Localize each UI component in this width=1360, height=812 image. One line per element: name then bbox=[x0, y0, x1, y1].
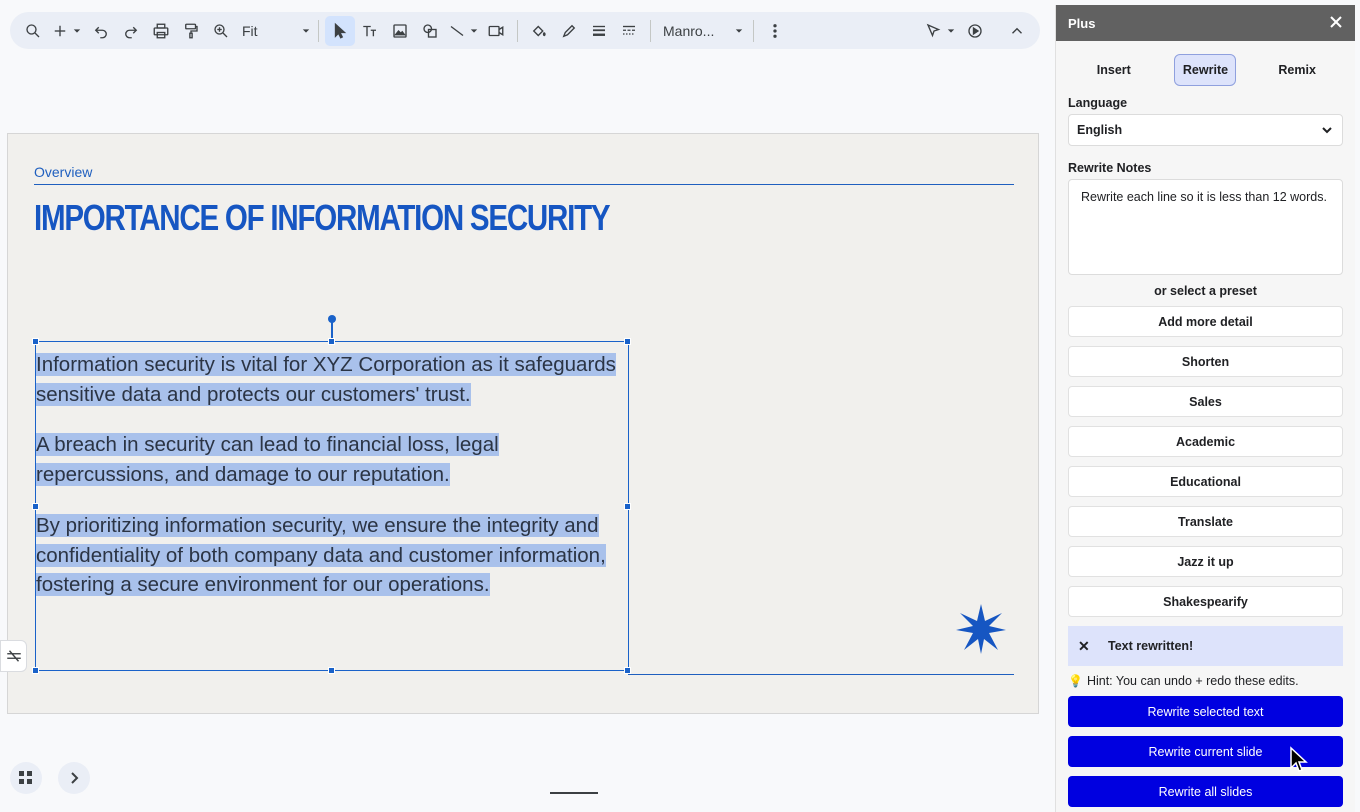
undo-icon[interactable] bbox=[86, 16, 116, 46]
resize-handle[interactable] bbox=[624, 338, 631, 345]
rotation-handle[interactable] bbox=[328, 315, 336, 323]
rewrite-notes-input[interactable]: Rewrite each line so it is less than 12 words. bbox=[1068, 179, 1343, 275]
selected-text: By prioritizing information security, we ensure the integrity and confidentiality of both company data and customer information, fostering a secure environment for our operations. bbox=[36, 513, 606, 597]
close-icon[interactable] bbox=[1329, 15, 1343, 32]
slide-divider bbox=[628, 674, 1014, 675]
resize-handle[interactable] bbox=[328, 667, 335, 674]
language-value: English bbox=[1077, 123, 1123, 137]
slide-canvas[interactable] bbox=[7, 133, 1039, 714]
border-color-icon[interactable] bbox=[554, 16, 584, 46]
zoom-select[interactable] bbox=[236, 16, 312, 46]
grid-view-icon[interactable] bbox=[10, 762, 42, 794]
font-select[interactable] bbox=[657, 16, 747, 46]
redo-icon[interactable] bbox=[116, 16, 146, 46]
line-icon[interactable] bbox=[445, 16, 469, 46]
plus-sidebar bbox=[1055, 5, 1355, 812]
font-value: Manro... bbox=[663, 22, 715, 39]
star-decoration-icon bbox=[956, 604, 1006, 654]
pointer-dropdown-icon[interactable] bbox=[946, 16, 956, 46]
slide-divider bbox=[34, 184, 1014, 185]
resize-handle[interactable] bbox=[32, 338, 39, 345]
border-weight-icon[interactable] bbox=[584, 16, 614, 46]
preset-jazz-button[interactable]: Jazz it up bbox=[1068, 546, 1343, 577]
preset-shorten-button[interactable]: Shorten bbox=[1068, 346, 1343, 377]
line-dropdown-icon[interactable] bbox=[469, 16, 479, 46]
resize-handle[interactable] bbox=[624, 667, 631, 674]
panel-title: Plus bbox=[1068, 15, 1096, 31]
preset-academic-button[interactable]: Academic bbox=[1068, 426, 1343, 457]
resize-handle[interactable] bbox=[32, 667, 39, 674]
paint-format-icon[interactable] bbox=[176, 16, 206, 46]
rewrite-notes-label: Rewrite Notes bbox=[1068, 161, 1152, 175]
rewrite-current-slide-button[interactable]: Rewrite current slide bbox=[1068, 736, 1343, 767]
panel-tabs bbox=[1056, 54, 1355, 86]
border-dash-icon[interactable] bbox=[614, 16, 644, 46]
rewrite-selected-text-button[interactable]: Rewrite selected text bbox=[1068, 696, 1343, 727]
selected-text: Information security is vital for XYZ Corporation as it safeguards sensitive data and protects our customers' trust. bbox=[36, 353, 616, 406]
print-icon[interactable] bbox=[146, 16, 176, 46]
image-icon[interactable] bbox=[385, 16, 415, 46]
more-icon[interactable] bbox=[760, 16, 790, 46]
slide-title[interactable]: IMPORTANCE OF INFORMATION SECURITY bbox=[34, 197, 610, 238]
zoom-value: Fit bbox=[242, 22, 258, 39]
hint-message: Hint: You can undo + redo these edits. bbox=[1086, 674, 1299, 688]
preset-label: or select a preset bbox=[1154, 284, 1257, 298]
selected-textbox[interactable] bbox=[35, 341, 629, 671]
video-icon[interactable] bbox=[481, 16, 511, 46]
selected-text: A breach in security can lead to financial loss, legal repercussions, and damage to our reputation. bbox=[36, 433, 499, 487]
preset-shakespearify-button[interactable]: Shakespearify bbox=[1068, 586, 1343, 617]
preset-educational-button[interactable]: Educational bbox=[1068, 466, 1343, 497]
chevron-down-icon bbox=[1320, 123, 1334, 137]
chevron-right-icon[interactable] bbox=[58, 762, 90, 794]
toast-message: Text rewritten! bbox=[1108, 639, 1194, 653]
toolbar-divider bbox=[318, 20, 319, 42]
search-icon[interactable] bbox=[18, 16, 48, 46]
pointer-icon[interactable] bbox=[922, 16, 946, 46]
resize-handle[interactable] bbox=[328, 338, 335, 345]
status-toast bbox=[1068, 626, 1343, 666]
tab-insert[interactable]: Insert bbox=[1096, 63, 1131, 77]
textbox-icon[interactable] bbox=[355, 16, 385, 46]
chevron-down-icon bbox=[302, 27, 310, 35]
zoom-icon[interactable] bbox=[206, 16, 236, 46]
mouse-pointer-icon bbox=[1289, 746, 1309, 774]
add-icon[interactable] bbox=[48, 16, 72, 46]
paragraph[interactable] bbox=[36, 511, 616, 600]
preset-translate-button[interactable]: Translate bbox=[1068, 506, 1343, 537]
fill-color-icon[interactable] bbox=[524, 16, 554, 46]
resize-handle[interactable] bbox=[624, 503, 631, 510]
language-label: Language bbox=[1068, 96, 1128, 110]
toolbar-divider bbox=[517, 20, 518, 42]
paragraph[interactable] bbox=[36, 430, 616, 489]
hint-text bbox=[1068, 674, 1343, 688]
paragraph[interactable] bbox=[36, 350, 616, 409]
collapse-icon[interactable] bbox=[1002, 16, 1032, 46]
chevron-down-icon bbox=[735, 27, 743, 35]
present-icon[interactable] bbox=[960, 16, 990, 46]
language-select[interactable] bbox=[1068, 114, 1343, 146]
lightbulb-icon: 💡 bbox=[1068, 674, 1083, 688]
main-toolbar bbox=[10, 12, 1040, 49]
select-icon[interactable] bbox=[325, 16, 355, 46]
tab-rewrite[interactable]: Rewrite bbox=[1174, 54, 1236, 86]
panel-header bbox=[1056, 5, 1355, 41]
toolbar-divider bbox=[650, 20, 651, 42]
textbox-body[interactable] bbox=[36, 350, 616, 621]
slide-overline[interactable]: Overview bbox=[34, 164, 93, 180]
filmstrip-drag-handle[interactable] bbox=[550, 792, 598, 794]
dismiss-icon[interactable]: ✕ bbox=[1078, 637, 1090, 654]
tab-remix[interactable]: Remix bbox=[1278, 63, 1316, 77]
notes-toggle-icon[interactable] bbox=[0, 640, 27, 672]
preset-add-more-detail-button[interactable]: Add more detail bbox=[1068, 306, 1343, 337]
add-dropdown-icon[interactable] bbox=[72, 16, 82, 46]
toolbar-divider bbox=[753, 20, 754, 42]
preset-sales-button[interactable]: Sales bbox=[1068, 386, 1343, 417]
rewrite-all-slides-button[interactable]: Rewrite all slides bbox=[1068, 776, 1343, 807]
shapes-icon[interactable] bbox=[415, 16, 445, 46]
